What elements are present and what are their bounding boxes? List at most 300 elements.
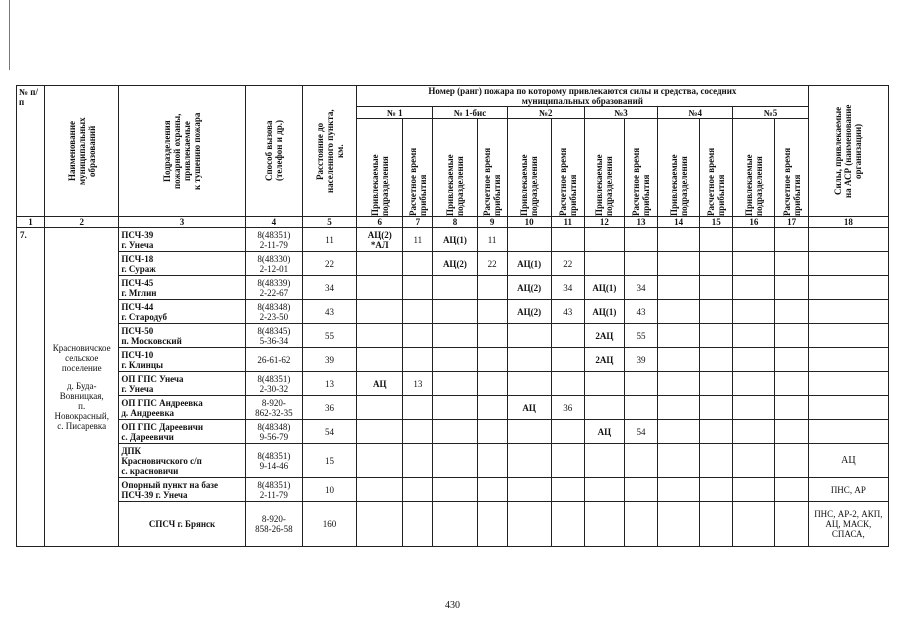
distance-cell: 15 [302,444,356,478]
rank5-units [733,228,775,252]
distance-cell: 54 [302,420,356,444]
distance-cell: 22 [302,252,356,276]
text-line: СПСЧ г. Брянск [148,519,216,529]
text-line: 8(48351) [257,450,291,461]
rank3-time [624,396,657,420]
text-line: 8(48348) [257,301,291,312]
rank2-units [507,444,551,478]
rank1bis-units [433,324,477,348]
text-line: ОП ГПС Дареевичи [121,421,204,432]
rank4-units [658,444,700,478]
rank-header: №4 [658,107,733,119]
rank1-time [403,478,433,502]
rank1-time [403,502,433,547]
text-line: 8(48330) [257,253,291,264]
text-line: прибытия [641,174,652,216]
text-line: ПСЧ-10 [121,349,154,360]
rank2-units [507,348,551,372]
sub-units-text [594,120,614,216]
rank2-time: 43 [551,300,584,324]
sub-units-header [584,119,624,217]
rank1-time [403,276,433,300]
rank5-units [733,324,775,348]
distance-cell: 11 [302,228,356,252]
phone-cell [245,372,302,396]
rank3-time: 39 [624,348,657,372]
rank4-time [700,372,733,396]
phone-cell [245,252,302,276]
unit-cell [119,478,245,502]
phone-cell [245,300,302,324]
rank5-units [733,502,775,547]
rank1bis-time [477,420,507,444]
text-line: ОП ГПС Унеча [121,373,184,384]
text-line: 862-32-35 [255,407,293,418]
text-line: подразделения [753,155,764,216]
text-line: г. Сураж [121,263,156,274]
rank5-time [775,252,808,276]
text-line: прибытия [567,174,578,216]
text-line: 8(48351) [257,229,291,240]
col-asr-text [833,91,863,211]
text-line: д. Буда- [66,381,97,391]
text-line: ДПК [121,445,142,456]
unit-cell [119,372,245,396]
asr-cell: ПНС, АР-2, АКП, АЦ, МАСК, СПАСА, [808,502,888,547]
rank3-units [584,228,624,252]
rank4-time [700,420,733,444]
rank1bis-time: 22 [477,252,507,276]
rank4-time [700,478,733,502]
sub-time-text [408,120,428,216]
rank2-time [551,420,584,444]
distance-cell: 36 [302,396,356,420]
phone-cell [245,324,302,348]
rank1-time [403,300,433,324]
text-line: населенного пункта, [324,109,335,193]
text-line: 8(48339) [257,277,291,288]
rank3-time: 54 [624,420,657,444]
rank4-units [658,396,700,420]
sub-time-header [551,119,584,217]
rank1-units [357,324,403,348]
text-line: Расчетное время [631,147,642,216]
rank3-units [584,252,624,276]
rank1bis-time [477,478,507,502]
rank5-units [733,276,775,300]
rank5-time [775,276,808,300]
sub-units-text [669,120,689,216]
rank1bis-units [433,348,477,372]
rank2-time [551,228,584,252]
rank3-time [624,502,657,547]
rank2-units: АЦ(1) [507,252,551,276]
rank5-time [775,502,808,547]
text-line: Подразделения [162,120,173,182]
rank4-time [700,300,733,324]
asr-cell: АЦ [808,444,888,478]
rank1-units [357,276,403,300]
column-number: 8 [433,217,477,228]
sub-time-header [775,119,808,217]
sub-time-text [631,120,651,216]
text-line: 2-22-67 [259,287,289,298]
column-number: 12 [584,217,624,228]
rank3-time [624,444,657,478]
rank2-units: АЦ [507,396,551,420]
rank3-units [584,502,624,547]
mo-name-cell [45,228,119,547]
text-line: Привлекаемые [668,153,679,216]
text-line: Силы, привлекаемые [833,106,844,196]
text-line: 8-920- [261,397,286,408]
column-number: 14 [658,217,700,228]
column-number: 18 [808,217,888,228]
rank4-units [658,372,700,396]
table-row [17,276,889,300]
table-row [17,324,889,348]
text-line: ОП ГПС Андреевка [121,397,203,408]
rank2-units [507,502,551,547]
rank5-time [775,444,808,478]
table-row [17,420,889,444]
rank1bis-time [477,348,507,372]
text-line: Новокрасный, [54,411,109,421]
text-line: АЦ [372,378,387,389]
rank3-units: АЦ [584,420,624,444]
text-line: *АЛ [370,239,389,250]
rank1-time [403,348,433,372]
rank2-time [551,324,584,348]
rank1-time [403,444,433,478]
text-line: 5-36-34 [259,335,289,346]
rank5-time [775,372,808,396]
text-line: с. Дареевичи [121,431,174,442]
phone-cell [245,396,302,420]
sub-units-header [507,119,551,217]
rank2-time [551,478,584,502]
phone-cell [245,276,302,300]
rank4-time [700,228,733,252]
rank4-time [700,324,733,348]
text-line: 8(48348) [257,421,291,432]
mo-places [45,381,118,431]
text-line: 8-920- [261,514,286,524]
text-line: Привлекаемые [594,153,605,216]
rank4-units [658,478,700,502]
text-line: 858-26-58 [255,524,293,534]
rank2-time: 36 [551,396,584,420]
rank5-units [733,478,775,502]
text-line: ПСЧ-18 [121,253,154,264]
table-row [17,478,889,502]
rank1-time [403,396,433,420]
text-line: прибытия [716,174,727,216]
distance-cell: 34 [302,276,356,300]
unit-cell [119,252,245,276]
rank5-units [733,396,775,420]
text-line: Опорный пункт на базе [121,479,218,490]
text-line: 2-30-32 [259,383,289,394]
rank2-time [551,502,584,547]
rank4-time [700,252,733,276]
rank1bis-units [433,300,477,324]
rank4-units [658,348,700,372]
rank3-units [584,444,624,478]
unit-cell [119,348,245,372]
rank3-time: 55 [624,324,657,348]
rank1-time [403,324,433,348]
block-number: 7. [17,228,45,547]
rank5-units [733,252,775,276]
text-line: привлекаемые [182,121,193,181]
rank1bis-units: АЦ(2) [433,252,477,276]
text-line: г. Мглин [121,287,157,298]
text-line: 9-56-79 [259,431,289,442]
text-line: 8(48345) [257,325,291,336]
col-asr-header [808,86,888,217]
table-row [17,348,889,372]
rank2-time: 22 [551,252,584,276]
rank1bis-units: АЦ(1) [433,228,477,252]
text-line: организации) [853,123,864,179]
rank4-units [658,276,700,300]
column-number: 11 [551,217,584,228]
text-line: поселение [61,363,102,373]
text-line: г. Стародуб [121,311,168,322]
sub-units-text [370,120,390,216]
rank1bis-time [477,324,507,348]
col-units-text [162,91,202,211]
rank2-time [551,444,584,478]
text-line: подразделения [379,155,390,216]
sub-units-header [658,119,700,217]
rank1bis-time [477,372,507,396]
text-line: подразделения [678,155,689,216]
rank3-time: 43 [624,300,657,324]
table-row [17,502,889,547]
sub-time-text [482,120,502,216]
rank5-units [733,300,775,324]
rank-header: №2 [507,107,584,119]
rank3-time [624,228,657,252]
unit-cell [119,324,245,348]
rank3-units: 2АЦ [584,324,624,348]
text-line: АЦ(2) [367,229,392,240]
text-line: на АСР (наименование [843,104,854,198]
rank1-units [357,252,403,276]
column-number: 5 [302,217,356,228]
rank3-units: АЦ(1) [584,300,624,324]
text-line: Способ вызова [263,120,274,182]
column-number: 6 [357,217,403,228]
text-line: Расчетное время [781,147,792,216]
page-number: 430 [445,600,460,611]
rank2-time [551,348,584,372]
asr-cell [808,420,888,444]
rank3-time [624,372,657,396]
phone-cell [245,348,302,372]
unit-cell [119,276,245,300]
rank1-units [357,420,403,444]
distance-cell: 160 [302,502,356,547]
rank-title [357,86,809,107]
rank4-units [658,300,700,324]
sub-time-header [700,119,733,217]
unit-cell [119,444,245,478]
text-line: ПСЧ-50 [121,325,154,336]
rank1-units [357,396,403,420]
asr-cell [808,276,888,300]
rank4-time [700,348,733,372]
sub-time-text [782,120,802,216]
rank2-units: АЦ(2) [507,276,551,300]
rank1bis-units [433,372,477,396]
rank5-time [775,478,808,502]
text-line: 8(48351) [257,373,291,384]
rank5-time [775,420,808,444]
col-call-header [245,86,302,217]
phone-cell [245,444,302,478]
rank4-time [700,444,733,478]
column-number: 15 [700,217,733,228]
text-line: прибытия [492,174,503,216]
text-line: 2-11-79 [259,489,288,500]
sub-units-text [445,120,465,216]
column-number: 10 [507,217,551,228]
sub-units-header [433,119,477,217]
rank5-units [733,348,775,372]
sub-units-text [519,120,539,216]
rank1bis-time [477,300,507,324]
rank2-units [507,420,551,444]
rank1bis-units [433,396,477,420]
text-line: Расчетное время [706,147,717,216]
text-line: муниципальных образований [521,96,643,106]
text-line: Привлекаемые [444,153,455,216]
text-line: подразделения [529,155,540,216]
text-line: км. [334,144,345,158]
rank1bis-time [477,502,507,547]
rank4-time [700,396,733,420]
distance-cell: 39 [302,348,356,372]
table-row [17,444,889,478]
unit-cell [119,420,245,444]
rank1bis-time: 11 [477,228,507,252]
text-line: 2-11-79 [259,239,288,250]
asr-cell [808,228,888,252]
text-line: ПСЧ-44 [121,301,154,312]
column-number: 13 [624,217,657,228]
rank-header: № 1 [357,107,433,119]
rank1-time [403,420,433,444]
text-line: 8(48351) [257,479,291,490]
asr-cell [808,252,888,276]
text-line: с. красновичи [121,465,179,476]
rank2-units [507,372,551,396]
text-line: г. Унеча [121,239,154,250]
rank2-time [551,372,584,396]
sub-units-header [733,119,775,217]
rank1-time: 11 [403,228,433,252]
rank1bis-units [433,478,477,502]
sub-units-header [357,119,403,217]
rank3-units [584,478,624,502]
asr-cell [808,372,888,396]
text-line: подразделения [454,155,465,216]
rank4-units [658,252,700,276]
column-number: 16 [733,217,775,228]
table-row [17,300,889,324]
rank-header: №5 [733,107,808,119]
rank1-units [357,300,403,324]
col-units-header [119,86,245,217]
rank5-units [733,420,775,444]
column-number: 4 [245,217,302,228]
rank5-units [733,372,775,396]
rank3-units [584,372,624,396]
column-number: 9 [477,217,507,228]
text-line: сельское [65,353,99,363]
column-number: 7 [403,217,433,228]
asr-cell [808,300,888,324]
text-line: п. Московский [121,335,182,346]
text-line: (телефон и др.) [273,120,284,182]
rank2-time: 34 [551,276,584,300]
distance-cell: 55 [302,324,356,348]
rank1-units [357,372,403,396]
text-line: Привлекаемые [369,153,380,216]
rank3-time [624,478,657,502]
rank1bis-time [477,276,507,300]
unit-cell [119,300,245,324]
asr-cell [808,348,888,372]
rank4-units [658,324,700,348]
rank3-units [584,396,624,420]
rank2-units [507,478,551,502]
text-line: 2-12-01 [259,263,289,274]
text-line: пожарной охраны, [172,113,183,189]
sub-time-header [477,119,507,217]
sub-units-text [744,120,764,216]
rank5-time [775,300,808,324]
sub-time-text [558,120,578,216]
asr-cell: ПНС, АР [808,478,888,502]
mo-name [45,343,118,373]
distance-cell: 13 [302,372,356,396]
rank5-time [775,348,808,372]
rank3-time [624,252,657,276]
col-mo-text: Наименование муниципальных образований [66,117,97,185]
rank5-time [775,396,808,420]
column-number: 3 [119,217,245,228]
text-line: к тушению пожара [192,112,203,190]
col-mo-header [45,86,119,217]
unit-cell [119,228,245,252]
rank1bis-units [433,420,477,444]
text-line: п. [78,401,86,411]
text-line: прибытия [791,174,802,216]
rank1-units [357,228,403,252]
rank5-time [775,324,808,348]
unit-cell [119,396,245,420]
rank5-units [733,444,775,478]
rank1bis-time [477,396,507,420]
column-number: 1 [17,217,45,228]
rank2-units [507,228,551,252]
rank1-time [403,252,433,276]
distance-cell: 10 [302,478,356,502]
